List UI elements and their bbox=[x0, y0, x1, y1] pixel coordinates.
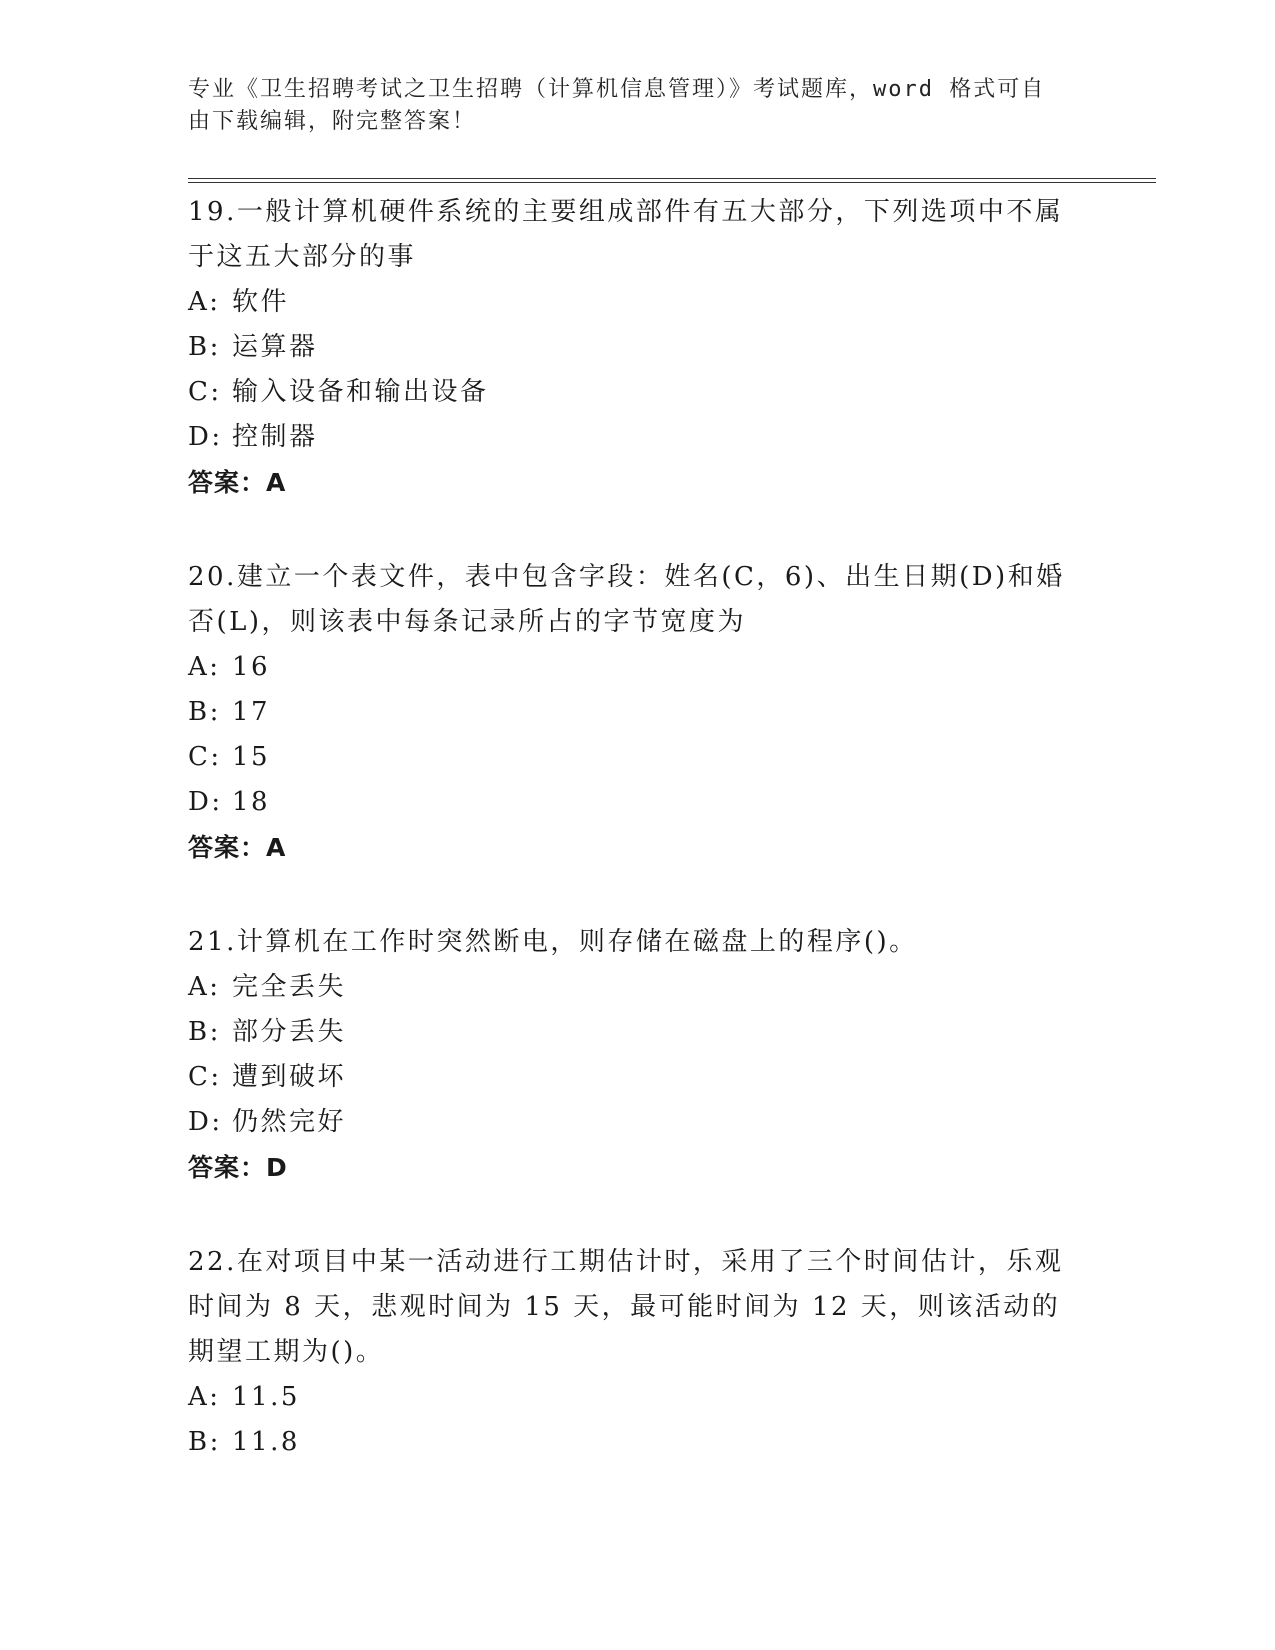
option-letter: D: bbox=[188, 422, 223, 452]
option-letter: A: bbox=[188, 287, 221, 317]
option-b bbox=[188, 1010, 1088, 1055]
option-text: 运算器 bbox=[232, 332, 318, 362]
question-list bbox=[188, 190, 1088, 1465]
option-letter: A: bbox=[188, 972, 221, 1002]
option-c bbox=[188, 735, 1088, 780]
option-letter: D: bbox=[188, 1107, 223, 1137]
option-text: 11.8 bbox=[232, 1427, 300, 1457]
option-letter: B: bbox=[188, 1427, 221, 1457]
option-b bbox=[188, 325, 1088, 370]
option-text: 软件 bbox=[232, 287, 290, 317]
option-a bbox=[188, 645, 1088, 690]
option-letter: A: bbox=[188, 652, 221, 682]
option-letter: B: bbox=[188, 1017, 221, 1047]
question-stem: 20.建立一个表文件，表中包含字段：姓名(C，6)、出生日期(D)和婚否(L)，则该表中每条记录所占的字节宽度为 bbox=[188, 562, 1065, 637]
answer-line: 答案：D bbox=[188, 1153, 288, 1182]
option-d bbox=[188, 780, 1088, 825]
option-text: 仍然完好 bbox=[232, 1107, 347, 1137]
question-20 bbox=[188, 555, 1088, 870]
option-a bbox=[188, 1375, 1088, 1420]
document-intro: 专业《卫生招聘考试之卫生招聘（计算机信息管理）》考试题库，word 格式可自由下载编辑，附完整答案！ bbox=[188, 77, 1046, 134]
question-stem: 19.一般计算机硬件系统的主要组成部件有五大部分，下列选项中不属于这五大部分的事 bbox=[188, 197, 1064, 272]
option-letter: C: bbox=[188, 742, 222, 772]
option-text: 完全丢失 bbox=[232, 972, 347, 1002]
option-text: 输入设备和输出设备 bbox=[232, 377, 489, 407]
option-c bbox=[188, 1055, 1088, 1100]
answer-line: 答案：A bbox=[188, 833, 287, 862]
header-divider-top bbox=[188, 178, 1156, 179]
option-text: 16 bbox=[232, 652, 271, 682]
question-stem: 21.计算机在工作时突然断电，则存储在磁盘上的程序()。 bbox=[188, 927, 918, 957]
option-text: 17 bbox=[232, 697, 271, 727]
option-text: 控制器 bbox=[232, 422, 318, 452]
option-text: 部分丢失 bbox=[232, 1017, 347, 1047]
header-divider-bottom bbox=[188, 182, 1156, 183]
option-letter: C: bbox=[188, 1062, 222, 1092]
option-b bbox=[188, 690, 1088, 735]
option-letter: B: bbox=[188, 332, 221, 362]
option-letter: D: bbox=[188, 787, 223, 817]
option-text: 18 bbox=[232, 787, 271, 817]
question-21 bbox=[188, 920, 1088, 1190]
question-19 bbox=[188, 190, 1088, 505]
option-c bbox=[188, 370, 1088, 415]
answer-line: 答案：A bbox=[188, 468, 287, 497]
question-stem: 22.在对项目中某一活动进行工期估计时，采用了三个时间估计，乐观时间为 8 天，悲观时间为 15 天，最可能时间为 12 天，则该活动的期望工期为()。 bbox=[188, 1247, 1064, 1367]
option-a bbox=[188, 280, 1088, 325]
option-d bbox=[188, 1100, 1088, 1145]
option-text: 11.5 bbox=[232, 1382, 300, 1412]
option-d bbox=[188, 415, 1088, 460]
option-letter: C: bbox=[188, 377, 222, 407]
option-letter: A: bbox=[188, 1382, 221, 1412]
option-b bbox=[188, 1420, 1088, 1465]
option-text: 15 bbox=[232, 742, 271, 772]
option-a bbox=[188, 965, 1088, 1010]
option-letter: B: bbox=[188, 697, 221, 727]
question-22 bbox=[188, 1240, 1088, 1465]
option-text: 遭到破坏 bbox=[232, 1062, 347, 1092]
